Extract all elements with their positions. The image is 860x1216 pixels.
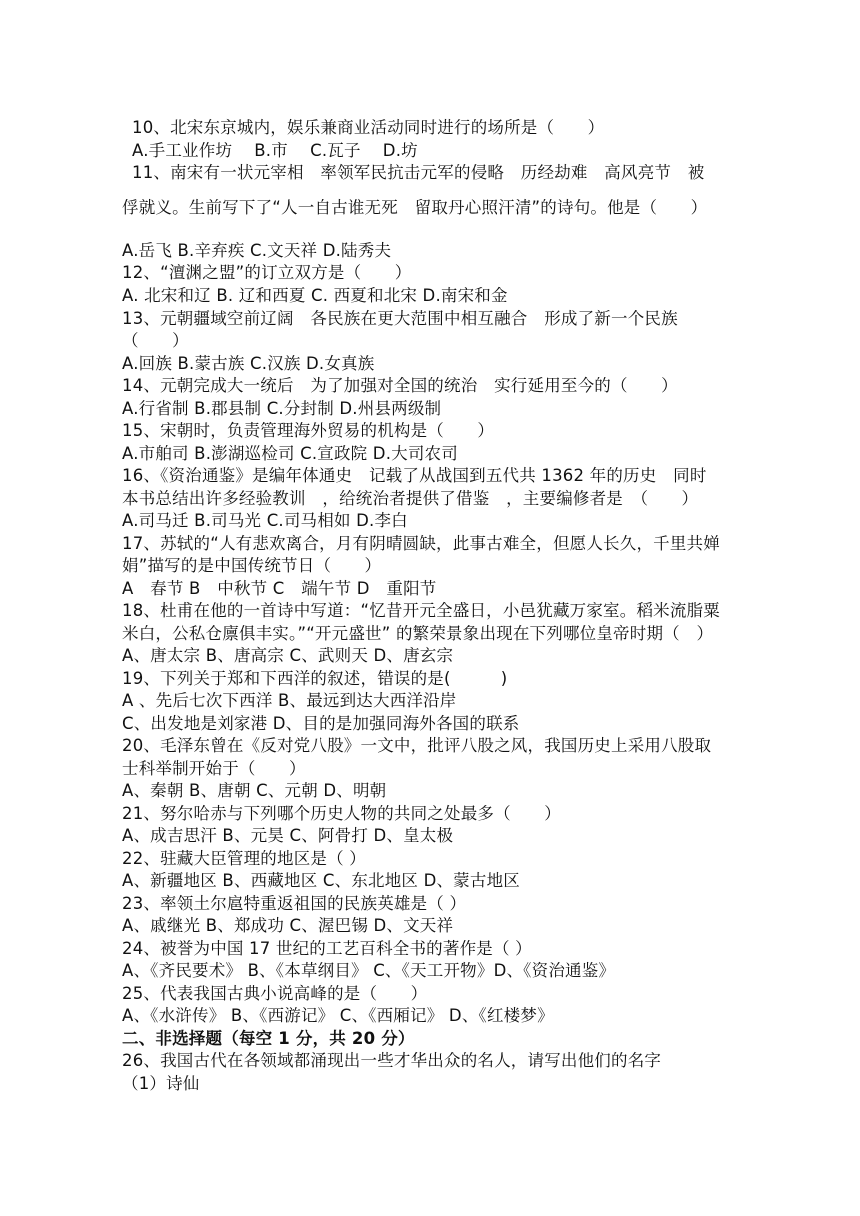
question-18: 18、杜甫在他的一首诗中写道：“忆昔开元全盛日，小邑犹藏万家室。稻米流脂粟 (122, 601, 720, 620)
question-11: 11、南宋有一状元宰相 率领军民抗击元军的侵略 历经劫难 高风亮节 被 (132, 163, 705, 182)
options-23: A、戚继光 B、郑成功 C、渥巴锡 D、文天祥 (122, 916, 454, 935)
options-17: A 春节 B 中秋节 C 端午节 D 重阳节 (122, 579, 437, 598)
question-20: 20、毛泽东曾在《反对党八股》一文中，批评八股之风，我国历史上采用八股取 (122, 736, 712, 755)
options-11: A.岳飞 B.辛弃疾 C.文天祥 D.陆秀夫 (122, 241, 392, 260)
section-heading: 二、非选择题（每空 1 分，共 20 分） (122, 1029, 415, 1048)
options-10: A.手工业作坊 B.市 C.瓦子 D.坊 (132, 141, 418, 160)
options-18: A、唐太宗 B、唐高宗 C、武则天 D、唐玄宗 (122, 646, 454, 665)
options-21: A、成吉思汗 B、元昊 C、阿骨打 D、皇太极 (122, 826, 454, 845)
question-13-cont: （ ） (122, 331, 189, 350)
options-13: A.回族 B.蒙古族 C.汉族 D.女真族 (122, 354, 375, 373)
options-14: A.行省制 B.郡县制 C.分封制 D.州县两级制 (122, 399, 442, 418)
options-19-ab: A 、先后七次下西洋 B、最远到达大西洋沿岸 (122, 691, 457, 710)
question-12: 12、“澶渊之盟”的订立双方是（ ） (122, 263, 412, 282)
question-26: 26、我国古代在各领域都涌现出一些才华出众的名人，请写出他们的名字 (122, 1051, 662, 1070)
question-24: 24、被誉为中国 17 世纪的工艺百科全书的著作是（ ） (122, 939, 532, 958)
question-11-cont: 俘就义。生前写下了“人一自古谁无死 留取丹心照汗清”的诗句。他是（ ） (122, 198, 708, 217)
question-19: 19、下列关于郑和下西洋的叙述，错误的是( ) (122, 669, 508, 688)
question-20-cont: 士科举制开始于（ ） (122, 759, 306, 778)
options-15: A.市舶司 B.澎湖巡检司 C.宣政院 D.大司农司 (122, 444, 458, 463)
question-16: 16、《资治通鉴》是编年体通史 记载了从战国到五代共 1362 年的历史 同时 (122, 466, 707, 485)
question-14: 14、元朝完成大一统后 为了加强对全国的统治 实行延用至今的（ ） (122, 376, 678, 395)
options-22: A、新疆地区 B、西藏地区 C、东北地区 D、蒙古地区 (122, 871, 520, 890)
options-12: A. 北宋和辽 B. 辽和西夏 C. 西夏和北宋 D.南宋和金 (122, 286, 508, 305)
question-16-cont: 本书总结出许多经验教训 ，给统治者提供了借鉴 ，主要编修者是 （ ） (122, 489, 699, 508)
options-24: A、《齐民要术》 B、《本草纲目》 C、《天工开物》D、《资治通鉴》 (122, 961, 616, 980)
question-17-cont: 娟”描写的是中国传统节日（ ） (122, 556, 382, 575)
options-16: A.司马迁 B.司马光 C.司马相如 D.李白 (122, 511, 408, 530)
question-21: 21、努尔哈赤与下列哪个历史人物的共同之处最多（ ） (122, 804, 561, 823)
options-19-cd: C、出发地是刘家港 D、目的是加强同海外各国的联系 (122, 714, 520, 733)
question-25: 25、代表我国古典小说高峰的是（ ） (122, 984, 428, 1003)
question-22: 22、驻藏大臣管理的地区是（ ） (122, 849, 366, 868)
question-23: 23、率领土尔扈特重返祖国的民族英雄是（ ） (122, 894, 467, 913)
question-17: 17、苏轼的“人有悲欢离合，月有阴晴圆缺，此事古难全，但愿人长久，千里共婵 (122, 534, 720, 553)
options-25: A、《水浒传》 B、《西游记》 C、《西厢记》 D、《红楼梦》 (122, 1006, 554, 1025)
options-20: A、秦朝 B、唐朝 C、元朝 D、明朝 (122, 781, 387, 800)
question-18-cont: 米白，公私仓廪俱丰实。”“开元盛世” 的繁荣景象出现在下列哪位皇帝时期（ ） (122, 624, 714, 643)
question-26-item-1: （1）诗仙 (122, 1074, 200, 1093)
question-15: 15、宋朝时，负责管理海外贸易的机构是（ ） (122, 421, 495, 440)
question-10: 10、北宋东京城内，娱乐兼商业活动同时进行的场所是（ ） (132, 118, 605, 137)
question-13: 13、元朝疆域空前辽阔 各民族在更大范围中相互融合 形成了新一个民族 (122, 309, 678, 328)
